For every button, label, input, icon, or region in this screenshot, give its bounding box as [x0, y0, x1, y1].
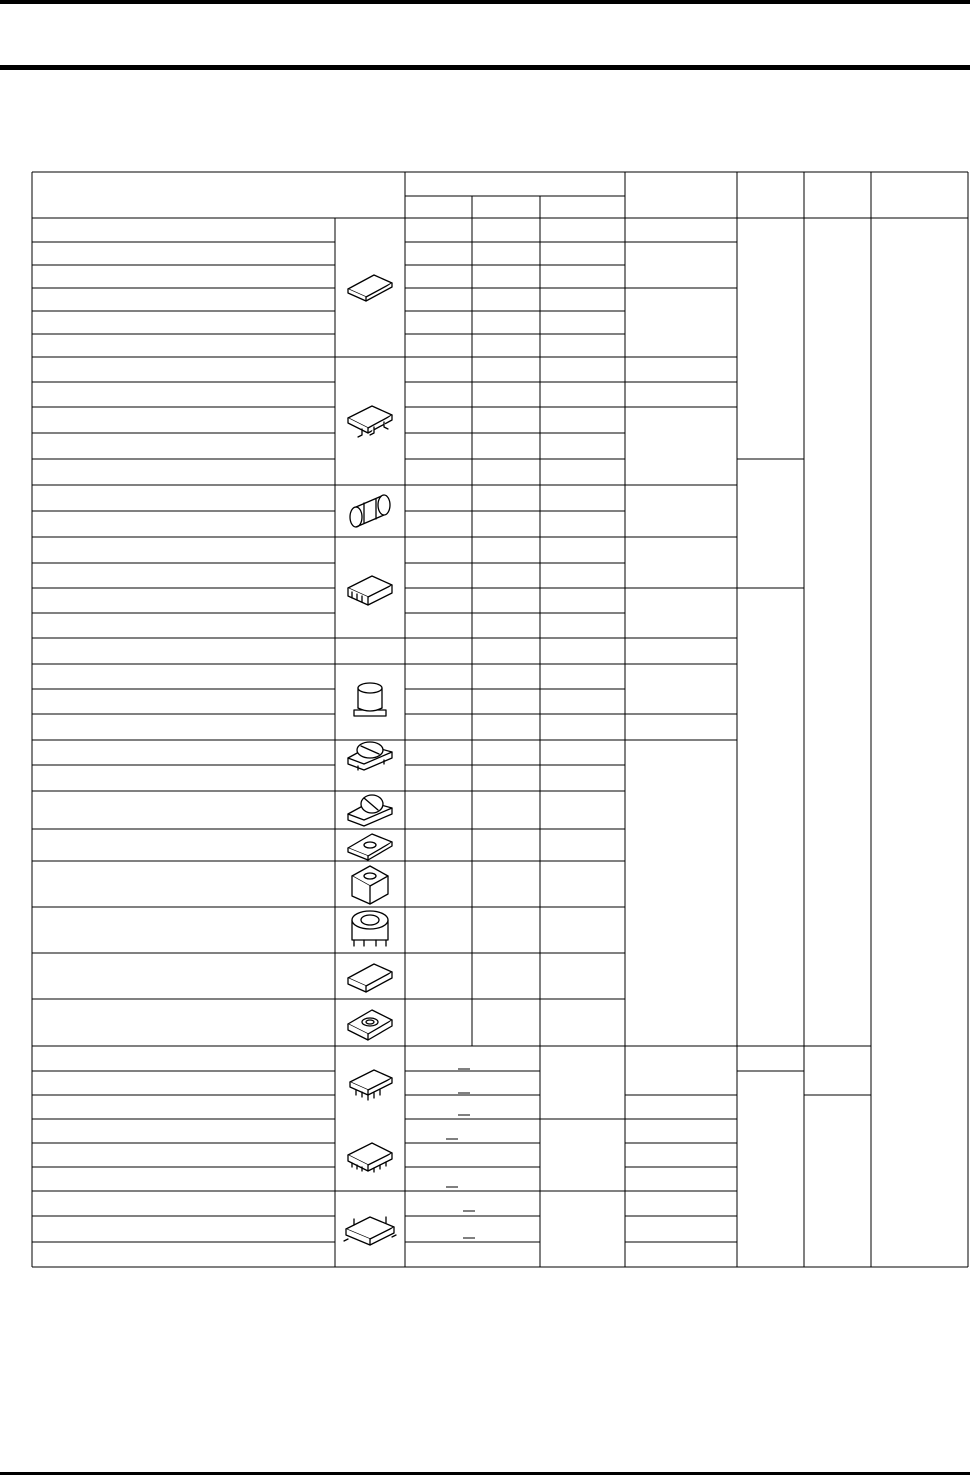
qfp-ic-icon	[348, 1143, 392, 1172]
chip-component-icon	[348, 275, 392, 301]
smd-coil-icon	[352, 911, 388, 946]
gullwing-transistor-icon	[348, 406, 392, 437]
square-inductor-icon	[348, 1010, 392, 1040]
round-top-chip-icon	[348, 834, 392, 860]
connector-icon	[344, 1217, 396, 1245]
flat-chip-icon	[348, 964, 392, 992]
chip-network-icon	[348, 576, 392, 605]
cylindrical-melf-icon	[350, 495, 390, 527]
sop-ic-icon	[350, 1070, 392, 1100]
electrolytic-capacitor-icon	[354, 683, 386, 716]
cube-inductor-icon	[352, 866, 388, 904]
trimmer-potentiometer-icon	[348, 742, 392, 770]
trimmer-potentiometer-alt-icon	[348, 795, 392, 826]
